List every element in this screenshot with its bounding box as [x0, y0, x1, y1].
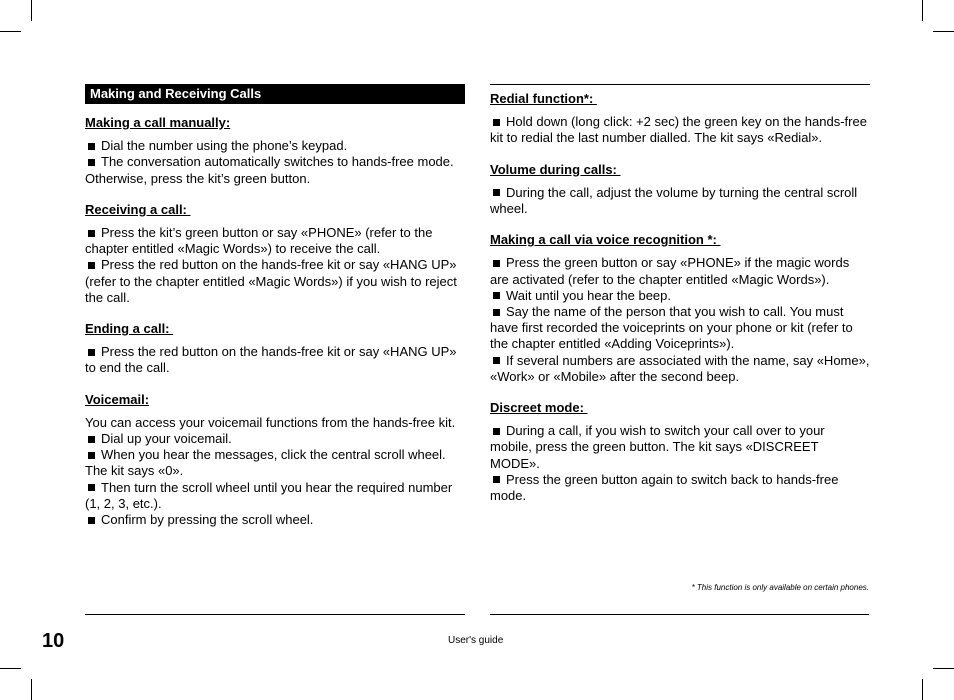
section-heading: Making a call manually: [85, 115, 231, 130]
bullet-square-icon [493, 189, 500, 196]
list-item: During a call, if you wish to switch your call over to your mobile, press the green button. The kit says «DISCREET MODE». [490, 423, 825, 471]
section-redial [490, 91, 870, 147]
list-item: During the call, adjust the volume by turning the central scroll wheel. [490, 184, 858, 217]
section-heading: Redial function*: [490, 91, 597, 106]
footer-rule-left [85, 614, 465, 615]
list-item: Then turn the scroll wheel until you hear the required number (1, 2, 3, etc.). [85, 479, 453, 511]
footer-rule-right [490, 614, 869, 615]
crop-mark [31, 679, 32, 700]
crop-mark [933, 668, 954, 669]
bullet-square-icon [493, 119, 500, 126]
crop-mark [922, 679, 923, 700]
footnote: * This function is only available on certain phones. [691, 583, 869, 592]
list-item: Dial the number using the phone’s keypad. [85, 138, 465, 154]
bullet-square-icon [88, 159, 95, 166]
bullet-square-icon [493, 292, 500, 299]
section-heading: Receiving a call: [85, 201, 191, 217]
section-heading: Volume during calls: [490, 161, 621, 177]
bullet-square-icon [493, 309, 500, 316]
right-column [490, 84, 870, 504]
list-item: Press the green button or say «PHONE» if the magic words are activated (refer to the chapter entitled «Magic Words»). [490, 255, 850, 287]
list-item: Press the red button on the hands-free kit or say «HANG UP» to end the call. [85, 344, 457, 376]
bullet-square-icon [88, 349, 95, 356]
guide-label: User's guide [448, 635, 504, 646]
list-item: Press the green button again to switch back to hands-free mode. [490, 471, 839, 504]
section-intro: You can access your voicemail functions from the hands-free kit. [85, 414, 456, 430]
crop-mark [31, 0, 32, 21]
bullet-square-icon [88, 143, 95, 150]
bullet-square-icon [88, 517, 95, 524]
crop-mark [0, 668, 21, 669]
crop-mark [0, 31, 21, 32]
bullet-square-icon [493, 476, 500, 483]
bullet-square-icon [493, 260, 500, 267]
top-rule [490, 84, 870, 91]
section-discreet-mode [490, 400, 870, 504]
list-item: The conversation automatically switches to hands-free mode. Otherwise, press the kit’s green button. [85, 154, 454, 186]
bullet-square-icon [88, 262, 95, 269]
section-volume [490, 162, 870, 218]
section-heading: Ending a call: [85, 321, 174, 337]
bullet-square-icon [88, 230, 95, 237]
list-item: Say the name of the person that you wish to call. You must have first recorded the voiceprints on your phone or kit (refer to the chapter entitled «Adding Voiceprints»). [490, 304, 853, 352]
list-item: When you hear the messages, click the central scroll wheel. The kit says «0». [85, 447, 446, 479]
list-item: Press the kit’s green button or say «PHONE» (refer to the chapter entitled «Magic Words») to receive the call. [85, 225, 433, 257]
bullet-square-icon [493, 428, 500, 435]
section-voicemail [85, 392, 465, 529]
list-item: Confirm by pressing the scroll wheel. [85, 512, 465, 528]
list-item: Dial up your voicemail. [85, 431, 465, 447]
section-ending-call [85, 321, 465, 377]
crop-mark [922, 0, 923, 21]
section-heading: Making a call via voice recognition *: [490, 232, 721, 248]
list-item: Press the red button on the hands-free kit or say «HANG UP» (refer to the chapter entitled «Magic Words») if you wish to reject the call. [85, 257, 457, 305]
bullet-square-icon [493, 357, 500, 364]
section-heading: Discreet mode: [490, 400, 588, 416]
list-item: Hold down (long click: +2 sec) the green key on the hands-free kit to redial the last number dialled. The kit says «Redial». [490, 114, 867, 146]
section-heading: Voicemail: [85, 391, 150, 407]
bullet-square-icon [88, 436, 95, 443]
page-number: 10 [42, 630, 65, 652]
bullet-square-icon [88, 452, 95, 459]
section-receiving-call [85, 202, 465, 306]
bullet-square-icon [88, 484, 95, 491]
list-item: If several numbers are associated with the name, say «Home», «Work» or «Mobile» after the second beep. [490, 352, 870, 384]
left-column [85, 84, 465, 528]
crop-mark [933, 31, 954, 32]
section-making-call-manually [85, 115, 465, 187]
section-title: Making and Receiving Calls [85, 84, 465, 104]
list-item: Wait until you hear the beep. [490, 288, 870, 304]
section-voice-recognition [490, 232, 870, 385]
